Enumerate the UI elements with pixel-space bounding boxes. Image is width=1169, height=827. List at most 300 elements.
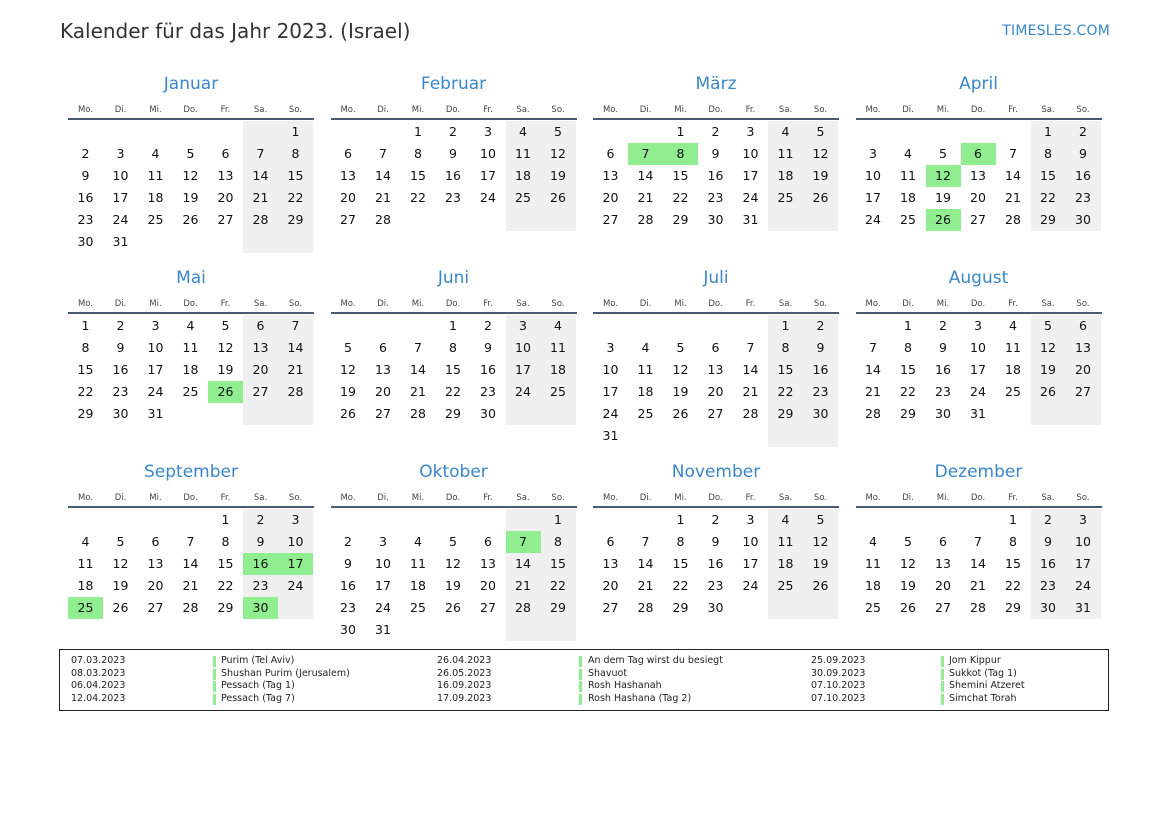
day-cell: 23 [77, 212, 94, 227]
day-cell: 24 [506, 381, 541, 403]
header-divider [68, 118, 314, 120]
month-märz [593, 74, 839, 264]
weekend-shade [1066, 403, 1101, 425]
day-cell: 22 [410, 190, 426, 205]
day-cell: 12 [803, 531, 838, 553]
day-cell: 17 [147, 362, 164, 377]
day-cell: 20 [970, 190, 986, 205]
month-september [68, 462, 314, 652]
day-cell: 15 [1005, 556, 1021, 571]
holiday-day-cell: 26 [926, 209, 961, 231]
day-cell: 21 [506, 575, 541, 597]
day-cell: 20 [340, 190, 356, 205]
day-cell: 11 [541, 337, 576, 359]
day-cell: 16 [1031, 553, 1066, 575]
header-divider [593, 118, 839, 120]
weekday-header: So. [288, 105, 303, 115]
legend-date: 08.03.2023 [71, 667, 126, 679]
day-cell: 23 [340, 600, 356, 615]
weekday-header: Di. [114, 493, 127, 503]
day-cell: 15 [278, 165, 313, 187]
day-cell: 3 [746, 124, 755, 139]
weekday-header: Fr. [483, 299, 493, 309]
legend-holiday-name: Rosh Hashana (Tag 2) [588, 692, 692, 704]
day-cell: 10 [506, 337, 541, 359]
day-cell: 19 [803, 165, 838, 187]
day-cell: 18 [77, 578, 94, 593]
day-cell: 25 [768, 575, 803, 597]
day-cell: 10 [1066, 531, 1101, 553]
weekday-header: Di. [902, 105, 914, 115]
day-cell: 26 [541, 187, 576, 209]
weekday-header: Mi. [674, 299, 687, 309]
day-cell: 28 [410, 406, 426, 421]
day-cell: 13 [480, 556, 496, 571]
weekend-shade [803, 425, 838, 447]
day-cell: 28 [742, 406, 759, 421]
day-cell: 3 [974, 318, 982, 333]
day-cell: 2 [243, 509, 278, 531]
weekday-header: Fr. [483, 105, 493, 115]
header-divider [856, 118, 1102, 120]
day-cell: 16 [340, 578, 356, 593]
day-cell: 11 [506, 143, 541, 165]
day-cell: 23 [803, 381, 838, 403]
day-cell: 16 [112, 362, 129, 377]
legend-date: 07.03.2023 [71, 655, 126, 666]
month-dezember [856, 462, 1102, 652]
day-cell: 6 [151, 534, 160, 549]
day-cell: 15 [541, 553, 576, 575]
weekday-header: Mo. [340, 105, 356, 115]
day-cell: 21 [970, 578, 986, 593]
legend-color-marker [579, 681, 582, 692]
day-cell: 27 [340, 212, 356, 227]
weekday-header: Mo. [77, 299, 94, 309]
day-cell: 31 [602, 428, 619, 443]
month-name: August [948, 268, 1009, 288]
day-cell: 10 [865, 168, 881, 183]
weekend-shade [278, 231, 313, 253]
weekday-header: Di. [377, 493, 389, 503]
holiday-legend [59, 649, 1109, 711]
day-cell: 9 [939, 340, 947, 355]
day-cell: 23 [243, 575, 278, 597]
month-oktober [331, 462, 577, 652]
day-cell: 5 [1031, 315, 1066, 337]
day-cell: 29 [445, 406, 461, 421]
day-cell: 4 [768, 121, 803, 143]
weekday-header: So. [813, 299, 828, 309]
legend-date: 17.09.2023 [437, 692, 492, 704]
day-cell: 11 [182, 340, 199, 355]
day-cell: 8 [1009, 534, 1017, 549]
day-cell: 11 [147, 168, 164, 183]
day-cell: 30 [1066, 209, 1101, 231]
day-cell: 17 [506, 359, 541, 381]
day-cell: 31 [375, 622, 391, 637]
month-januar [68, 74, 314, 264]
weekday-header: Fr. [220, 105, 231, 115]
day-cell: 5 [939, 146, 947, 161]
day-cell: 10 [742, 146, 759, 161]
day-cell: 27 [480, 600, 496, 615]
weekday-header: Mi. [411, 299, 425, 309]
day-cell: 8 [221, 534, 230, 549]
day-cell: 29 [278, 209, 313, 231]
weekday-header: Mo. [340, 493, 356, 503]
weekend-shade [243, 121, 278, 143]
month-name: Oktober [419, 462, 488, 482]
day-cell: 21 [637, 578, 654, 593]
day-cell: 21 [278, 359, 313, 381]
day-cell: 18 [1005, 362, 1021, 377]
day-cell: 23 [935, 384, 951, 399]
day-cell: 27 [707, 406, 724, 421]
day-cell: 3 [151, 318, 160, 333]
weekday-header: Do. [970, 299, 986, 309]
day-cell: 6 [606, 146, 615, 161]
day-cell: 20 [375, 384, 391, 399]
day-cell: 1 [221, 512, 230, 527]
weekday-header: Mi. [674, 105, 687, 115]
day-cell: 9 [484, 340, 492, 355]
weekday-header: Mi. [674, 493, 687, 503]
weekend-shade [768, 209, 803, 231]
day-cell: 10 [112, 168, 129, 183]
day-cell: 24 [865, 212, 881, 227]
day-cell: 26 [445, 600, 461, 615]
legend-date: 07.10.2023 [811, 692, 866, 704]
holiday-day-cell: 12 [926, 165, 961, 187]
site-link[interactable]: TIMESLES.COM [1002, 23, 1110, 39]
day-cell: 15 [900, 362, 916, 377]
day-cell: 20 [935, 578, 951, 593]
day-cell: 25 [541, 381, 576, 403]
day-cell: 28 [1005, 212, 1021, 227]
weekend-shade [243, 231, 278, 253]
day-cell: 25 [1005, 384, 1021, 399]
day-cell: 13 [340, 168, 356, 183]
header-divider [331, 506, 577, 508]
day-cell: 4 [151, 146, 160, 161]
day-cell: 16 [77, 190, 94, 205]
weekday-header: Mi. [936, 105, 950, 115]
day-cell: 25 [900, 212, 916, 227]
weekday-header: Sa. [778, 299, 793, 309]
weekend-shade [768, 597, 803, 619]
day-cell: 21 [637, 190, 654, 205]
month-name: Januar [163, 74, 219, 94]
weekend-shade [541, 619, 576, 641]
day-cell: 12 [900, 556, 916, 571]
legend-holiday-name: Jom Kippur [949, 655, 1001, 666]
day-cell: 19 [541, 165, 576, 187]
day-cell: 8 [1031, 143, 1066, 165]
day-cell: 14 [970, 556, 986, 571]
weekday-header: Mo. [340, 299, 356, 309]
legend-color-marker [579, 694, 582, 705]
day-cell: 25 [182, 384, 199, 399]
day-cell: 7 [379, 146, 387, 161]
day-cell: 11 [1005, 340, 1021, 355]
day-cell: 3 [869, 146, 877, 161]
day-cell: 24 [278, 575, 313, 597]
day-cell: 8 [278, 143, 313, 165]
day-cell: 17 [970, 362, 986, 377]
day-cell: 14 [278, 337, 313, 359]
weekday-header: Sa. [516, 493, 530, 503]
day-cell: 7 [641, 534, 650, 549]
month-name: Mai [176, 268, 206, 288]
header-divider [331, 312, 577, 314]
day-cell: 15 [1031, 165, 1066, 187]
day-cell: 22 [1031, 187, 1066, 209]
day-cell: 2 [711, 512, 720, 527]
day-cell: 16 [445, 168, 461, 183]
weekday-header: Sa. [253, 299, 268, 309]
weekday-header: So. [288, 299, 303, 309]
weekday-header: Fr. [1008, 105, 1018, 115]
day-cell: 18 [147, 190, 164, 205]
day-cell: 27 [935, 600, 951, 615]
day-cell: 12 [1031, 337, 1066, 359]
day-cell: 26 [182, 212, 199, 227]
weekday-header: Fr. [1008, 493, 1018, 503]
header-divider [68, 506, 314, 508]
day-cell: 20 [147, 578, 164, 593]
day-cell: 1 [449, 318, 457, 333]
day-cell: 2 [1066, 121, 1101, 143]
weekday-header: Do. [970, 105, 986, 115]
month-name: November [671, 462, 761, 482]
day-cell: 25 [637, 406, 654, 421]
day-cell: 16 [935, 362, 951, 377]
day-cell: 10 [970, 340, 986, 355]
weekday-header: Do. [183, 493, 198, 503]
month-april [856, 74, 1102, 264]
day-cell: 30 [480, 406, 496, 421]
day-cell: 27 [375, 406, 391, 421]
weekday-header: So. [551, 299, 565, 309]
legend-date: 26.04.2023 [437, 655, 492, 666]
day-cell: 11 [410, 556, 426, 571]
day-cell: 7 [1009, 146, 1017, 161]
day-cell: 20 [480, 578, 496, 593]
weekday-header: So. [813, 493, 828, 503]
day-cell: 22 [1005, 578, 1021, 593]
day-cell: 8 [768, 337, 803, 359]
day-cell: 13 [243, 337, 278, 359]
day-cell: 31 [1066, 597, 1101, 619]
day-cell: 2 [81, 146, 90, 161]
day-cell: 13 [707, 362, 724, 377]
day-cell: 4 [414, 534, 422, 549]
month-name: Februar [420, 74, 487, 94]
day-cell: 22 [672, 578, 689, 593]
day-cell: 28 [637, 600, 654, 615]
weekday-header: Do. [445, 493, 461, 503]
weekday-header: Sa. [253, 105, 268, 115]
day-cell: 3 [506, 315, 541, 337]
day-cell: 16 [803, 359, 838, 381]
weekday-header: Do. [445, 299, 461, 309]
legend-color-marker [213, 669, 216, 680]
legend-color-marker [941, 669, 944, 680]
day-cell: 13 [217, 168, 234, 183]
day-cell: 26 [112, 600, 129, 615]
month-name: September [144, 462, 238, 482]
month-name: Juli [703, 268, 729, 288]
weekday-header: Fr. [220, 299, 231, 309]
day-cell: 31 [742, 212, 759, 227]
day-cell: 11 [865, 556, 881, 571]
day-cell: 2 [1031, 509, 1066, 531]
day-cell: 26 [803, 187, 838, 209]
header-divider [856, 506, 1102, 508]
legend-date: 30.09.2023 [811, 667, 866, 679]
day-cell: 10 [278, 531, 313, 553]
day-cell: 14 [506, 553, 541, 575]
day-cell: 10 [147, 340, 164, 355]
month-august [856, 268, 1102, 458]
day-cell: 9 [1031, 531, 1066, 553]
holiday-day-cell: 7 [506, 531, 541, 553]
holiday-day-cell: 26 [208, 381, 243, 403]
day-cell: 19 [672, 384, 689, 399]
legend-color-marker [579, 669, 582, 680]
day-cell: 7 [746, 340, 755, 355]
weekday-header: Di. [639, 299, 652, 309]
day-cell: 18 [506, 165, 541, 187]
day-cell: 22 [445, 384, 461, 399]
header-divider [593, 312, 839, 314]
weekday-header: Mo. [77, 493, 94, 503]
weekend-shade [506, 619, 541, 641]
day-cell: 24 [742, 190, 759, 205]
weekday-header: Sa. [1041, 105, 1055, 115]
day-cell: 30 [77, 234, 94, 249]
day-cell: 11 [768, 143, 803, 165]
day-cell: 2 [711, 124, 720, 139]
day-cell: 26 [672, 406, 689, 421]
weekday-header: Do. [708, 299, 723, 309]
weekend-shade [768, 425, 803, 447]
day-cell: 30 [935, 406, 951, 421]
day-cell: 29 [217, 600, 234, 615]
weekday-header: Mi. [411, 105, 425, 115]
weekend-shade [506, 403, 541, 425]
weekday-header: So. [1076, 493, 1090, 503]
day-cell: 24 [112, 212, 129, 227]
day-cell: 7 [869, 340, 877, 355]
day-cell: 14 [742, 362, 759, 377]
day-cell: 29 [900, 406, 916, 421]
legend-holiday-name: Shavuot [588, 667, 628, 679]
month-name: Juni [437, 268, 470, 288]
day-cell: 1 [278, 121, 313, 143]
day-cell: 2 [344, 534, 352, 549]
day-cell: 5 [449, 534, 457, 549]
legend-date: 26.05.2023 [437, 667, 492, 679]
day-cell: 24 [480, 190, 496, 205]
weekday-header: Fr. [483, 493, 493, 503]
day-cell: 24 [970, 384, 986, 399]
legend-holiday-name: Purim (Tel Aviv) [221, 655, 295, 666]
day-cell: 18 [410, 578, 426, 593]
day-cell: 25 [865, 600, 881, 615]
day-cell: 2 [116, 318, 125, 333]
day-cell: 16 [707, 168, 724, 183]
day-cell: 19 [935, 190, 951, 205]
month-februar [331, 74, 577, 264]
weekday-header: Fr. [745, 299, 756, 309]
day-cell: 4 [186, 318, 195, 333]
month-name: März [695, 74, 737, 94]
weekend-shade [803, 209, 838, 231]
day-cell: 16 [1066, 165, 1101, 187]
day-cell: 6 [243, 315, 278, 337]
month-mai [68, 268, 314, 458]
day-cell: 21 [410, 384, 426, 399]
legend-holiday-name: Pessach (Tag 1) [221, 680, 295, 691]
day-cell: 26 [340, 406, 356, 421]
weekend-shade [541, 209, 576, 231]
day-cell: 23 [480, 384, 496, 399]
day-cell: 19 [1031, 359, 1066, 381]
legend-holiday-name: Sukkot (Tag 1) [949, 667, 1017, 679]
day-cell: 15 [768, 359, 803, 381]
weekday-header: Sa. [253, 493, 268, 503]
day-cell: 5 [116, 534, 125, 549]
day-cell: 9 [449, 146, 457, 161]
day-cell: 30 [340, 622, 356, 637]
day-cell: 7 [414, 340, 422, 355]
weekday-header: Do. [183, 299, 198, 309]
day-cell: 27 [1066, 381, 1101, 403]
day-cell: 9 [243, 531, 278, 553]
day-cell: 31 [112, 234, 129, 249]
day-cell: 19 [112, 578, 129, 593]
weekday-header: Di. [639, 493, 652, 503]
day-cell: 4 [768, 509, 803, 531]
month-juli [593, 268, 839, 458]
weekday-header: So. [551, 493, 565, 503]
day-cell: 13 [970, 168, 986, 183]
day-cell: 5 [344, 340, 352, 355]
day-cell: 2 [803, 315, 838, 337]
day-cell: 29 [1005, 600, 1021, 615]
day-cell: 26 [1031, 381, 1066, 403]
legend-date: 07.10.2023 [811, 680, 866, 691]
day-cell: 29 [1031, 209, 1066, 231]
day-cell: 16 [480, 362, 496, 377]
day-cell: 14 [243, 165, 278, 187]
day-cell: 6 [344, 146, 352, 161]
day-cell: 15 [445, 362, 461, 377]
header-divider [856, 312, 1102, 314]
weekday-header: Mo. [77, 105, 94, 115]
day-cell: 29 [541, 597, 576, 619]
day-cell: 17 [602, 384, 619, 399]
legend-date: 12.04.2023 [71, 692, 126, 704]
day-cell: 3 [379, 534, 387, 549]
month-juni [331, 268, 577, 458]
day-cell: 21 [375, 190, 391, 205]
calendar-grid [68, 74, 1101, 644]
weekday-header: Mi. [936, 299, 950, 309]
weekday-header: So. [813, 105, 828, 115]
